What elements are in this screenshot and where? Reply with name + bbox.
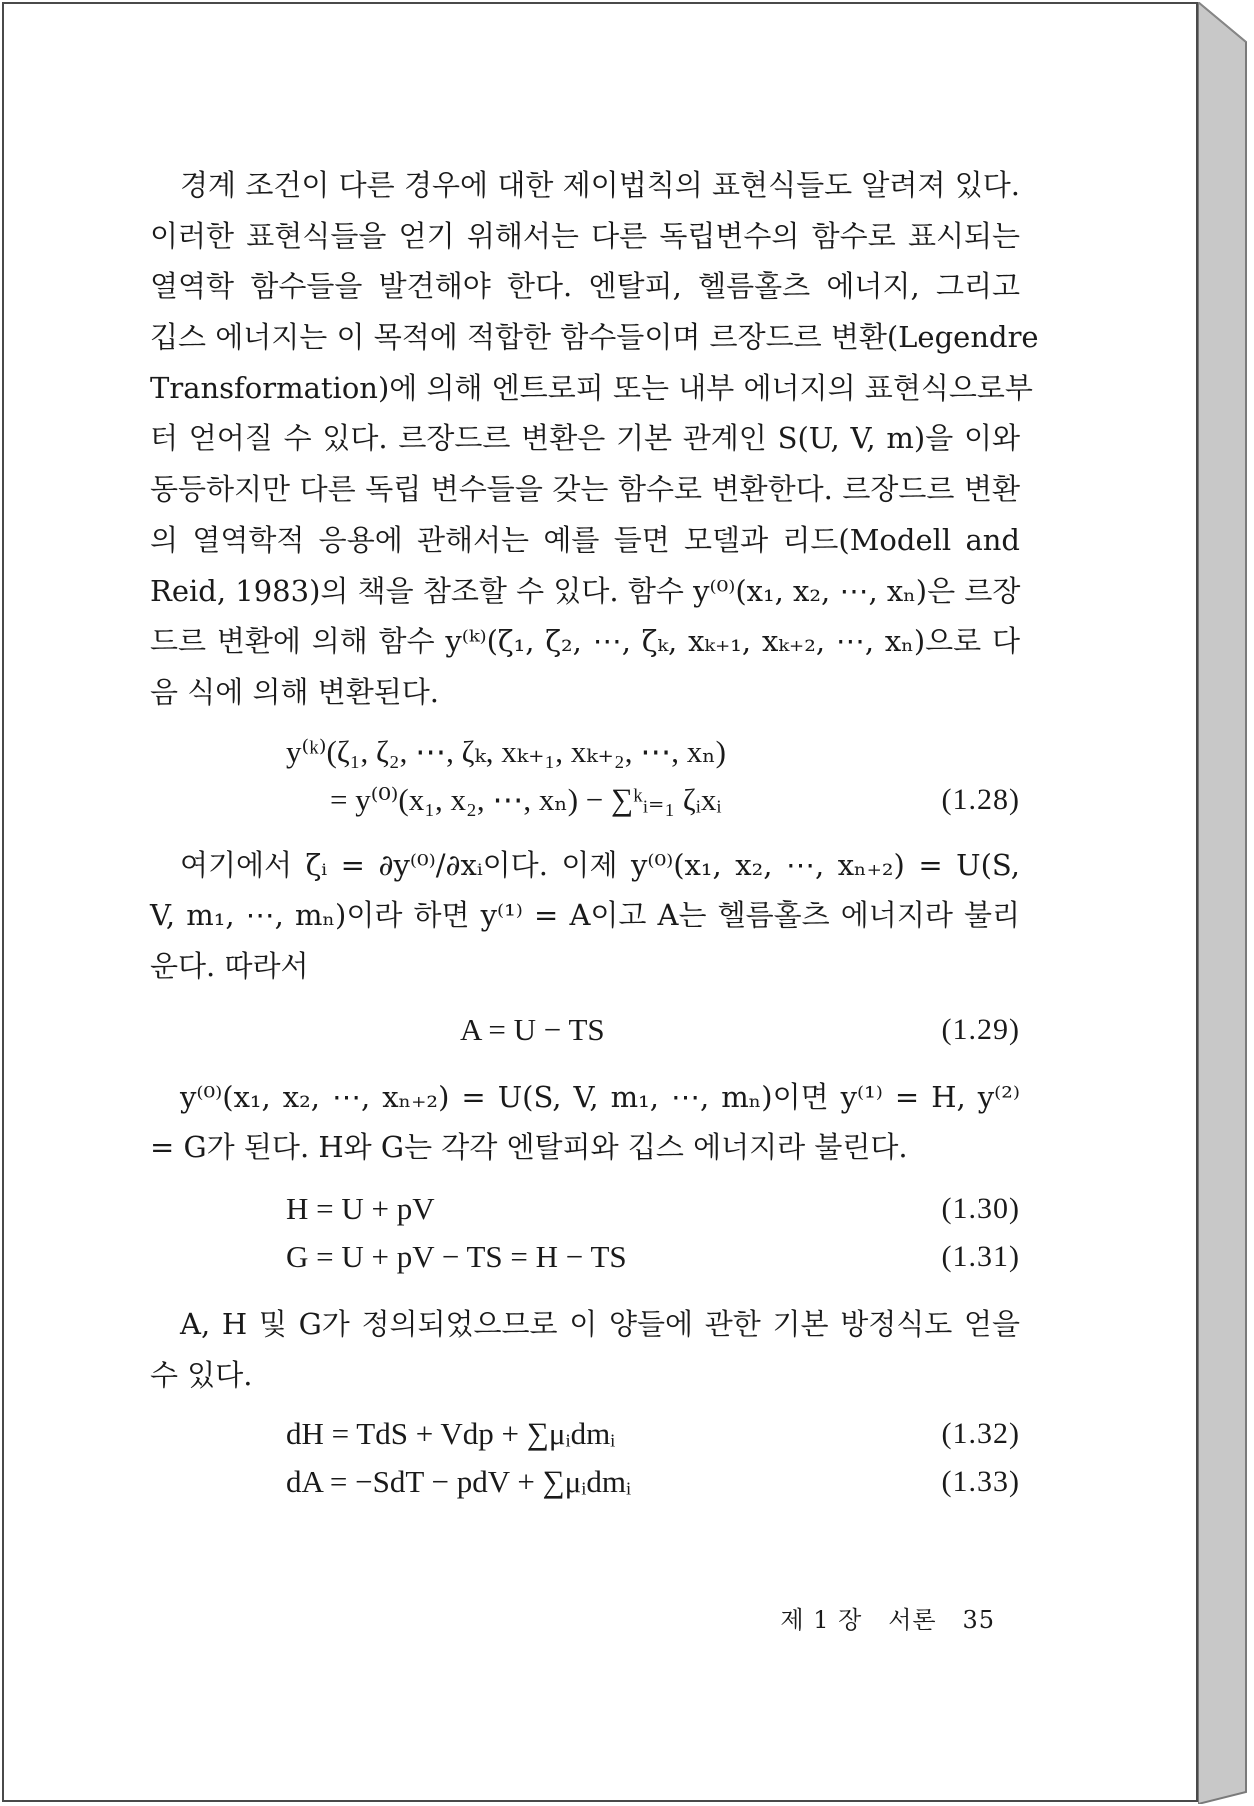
equation-1-31 (150, 1233, 1020, 1281)
equation-1-29 (150, 1006, 1020, 1054)
equation-number: (1.33) (941, 1465, 1020, 1499)
equation-expression: A = U − TS (460, 1011, 605, 1047)
page-stack-edge (1198, 2, 1250, 1804)
equation-number: (1.29) (941, 1012, 1020, 1046)
paragraph-helmholtz (150, 840, 1020, 992)
text-line: 경계 조건이 다른 경우에 대한 제이법칙의 표현식들도 알려져 있다. (180, 168, 1020, 202)
text-line: A, H 및 G가 정의되었으므로 이 양들에 관한 기본 방정식도 얻을 (180, 1307, 1020, 1341)
text-line: 드르 변환에 의해 함수 y⁽ᵏ⁾(ζ₁, ζ₂, ⋯, ζₖ, xₖ₊₁, xₖ₊₂, ⋯, xₙ)으로 다 (150, 624, 1020, 659)
equation-number: (1.31) (941, 1240, 1020, 1273)
text-line: 의 열역학적 응용에 관해서는 예를 들면 모델과 리드(Modell and (150, 522, 1020, 557)
text-line: 여기에서 ζᵢ = ∂y⁽⁰⁾/∂xᵢ이다. 이제 y⁽⁰⁾(x₁, x₂, ⋯, xₙ₊₂) = U(S, (180, 847, 1020, 882)
equation-number: (1.32) (941, 1417, 1020, 1451)
paragraph-enthalpy-gibbs (150, 1072, 1020, 1173)
text-line: 이러한 표현식들을 얻기 위해서는 다른 독립변수의 함수로 표시되는 (150, 218, 1020, 253)
equation-number: (1.30) (941, 1192, 1020, 1225)
page-body (150, 160, 1039, 1506)
equation-number: (1.28) (941, 782, 1020, 816)
text-line: 깁스 에너지는 이 목적에 적합한 함수들이며 르장드르 변환(Legendre (150, 320, 1039, 355)
running-footer (150, 1600, 995, 1635)
equation-group-1-30-1-31 (150, 1185, 1020, 1281)
text-line: y⁽⁰⁾(x₁, x₂, ⋯, xₙ₊₂) = U(S, V, m₁, ⋯, mₙ)이면 y⁽¹⁾ = H, y⁽²⁾ (180, 1079, 1020, 1114)
page-number: 35 (962, 1606, 995, 1634)
equation-1-32 (150, 1410, 1020, 1458)
section-label: 서론 (888, 1606, 937, 1634)
text-line: Reid, 1983)의 책을 참조할 수 있다. 함수 y⁽⁰⁾(x₁, x₂, ⋯, xₙ)은 르장 (150, 573, 1021, 608)
equation-expression: H = U + pV (286, 1191, 435, 1226)
paragraph-fundamental-equations (150, 1299, 1020, 1400)
equation-1-33 (150, 1458, 1020, 1506)
equation-group-1-32-1-33 (150, 1410, 1020, 1506)
text-line: 음 식에 의해 변환된다. (150, 674, 439, 709)
text-line: 수 있다. (150, 1357, 253, 1392)
text-line: 동등하지만 다른 독립 변수들을 갖는 함수로 변환한다. 르장드르 변환 (150, 472, 1020, 507)
text-line: Transformation)에 의해 엔트로피 또는 내부 에너지의 표현식으로부 (150, 370, 1033, 405)
text-line: V, m₁, ⋯, mₙ)이라 하면 y⁽¹⁾ = A이고 A는 헬름홀츠 에너지라 불리 (150, 898, 1020, 933)
chapter-label: 제 1 장 (780, 1606, 863, 1634)
text-line: 열역학 함수들을 발견해야 한다. 엔탈피, 헬름홀츠 에너지, 그리고 (150, 269, 1020, 304)
equation-1-30 (150, 1185, 1020, 1233)
text-line: = G가 된다. H와 G는 각각 엔탈피와 깁스 에너지라 불린다. (150, 1130, 908, 1165)
text-line: 터 얻어질 수 있다. 르장드르 변환은 기본 관계인 S(U, V, m)을 이와 (150, 421, 1020, 456)
equation-expression: y⁽ᵏ⁾(ζ₁, ζ₂, ⋯, ζₖ, xₖ₊₁, xₖ₊₂, ⋯, xₙ) (286, 733, 726, 769)
equation-expression: dH = TdS + Vdp + ∑μᵢdmᵢ (286, 1416, 616, 1452)
equation-1-28 (150, 728, 1020, 824)
equation-expression: = y⁽⁰⁾(x₁, x₂, ⋯, xₙ) − ∑ᵏᵢ₌₁ ζᵢxᵢ (330, 781, 722, 817)
paragraph-legendre-intro (150, 160, 1039, 718)
text-line: 운다. 따라서 (150, 948, 309, 983)
equation-expression: G = U + pV − TS = H − TS (286, 1239, 627, 1274)
equation-expression: dA = −SdT − pdV + ∑μᵢdmᵢ (286, 1464, 632, 1500)
